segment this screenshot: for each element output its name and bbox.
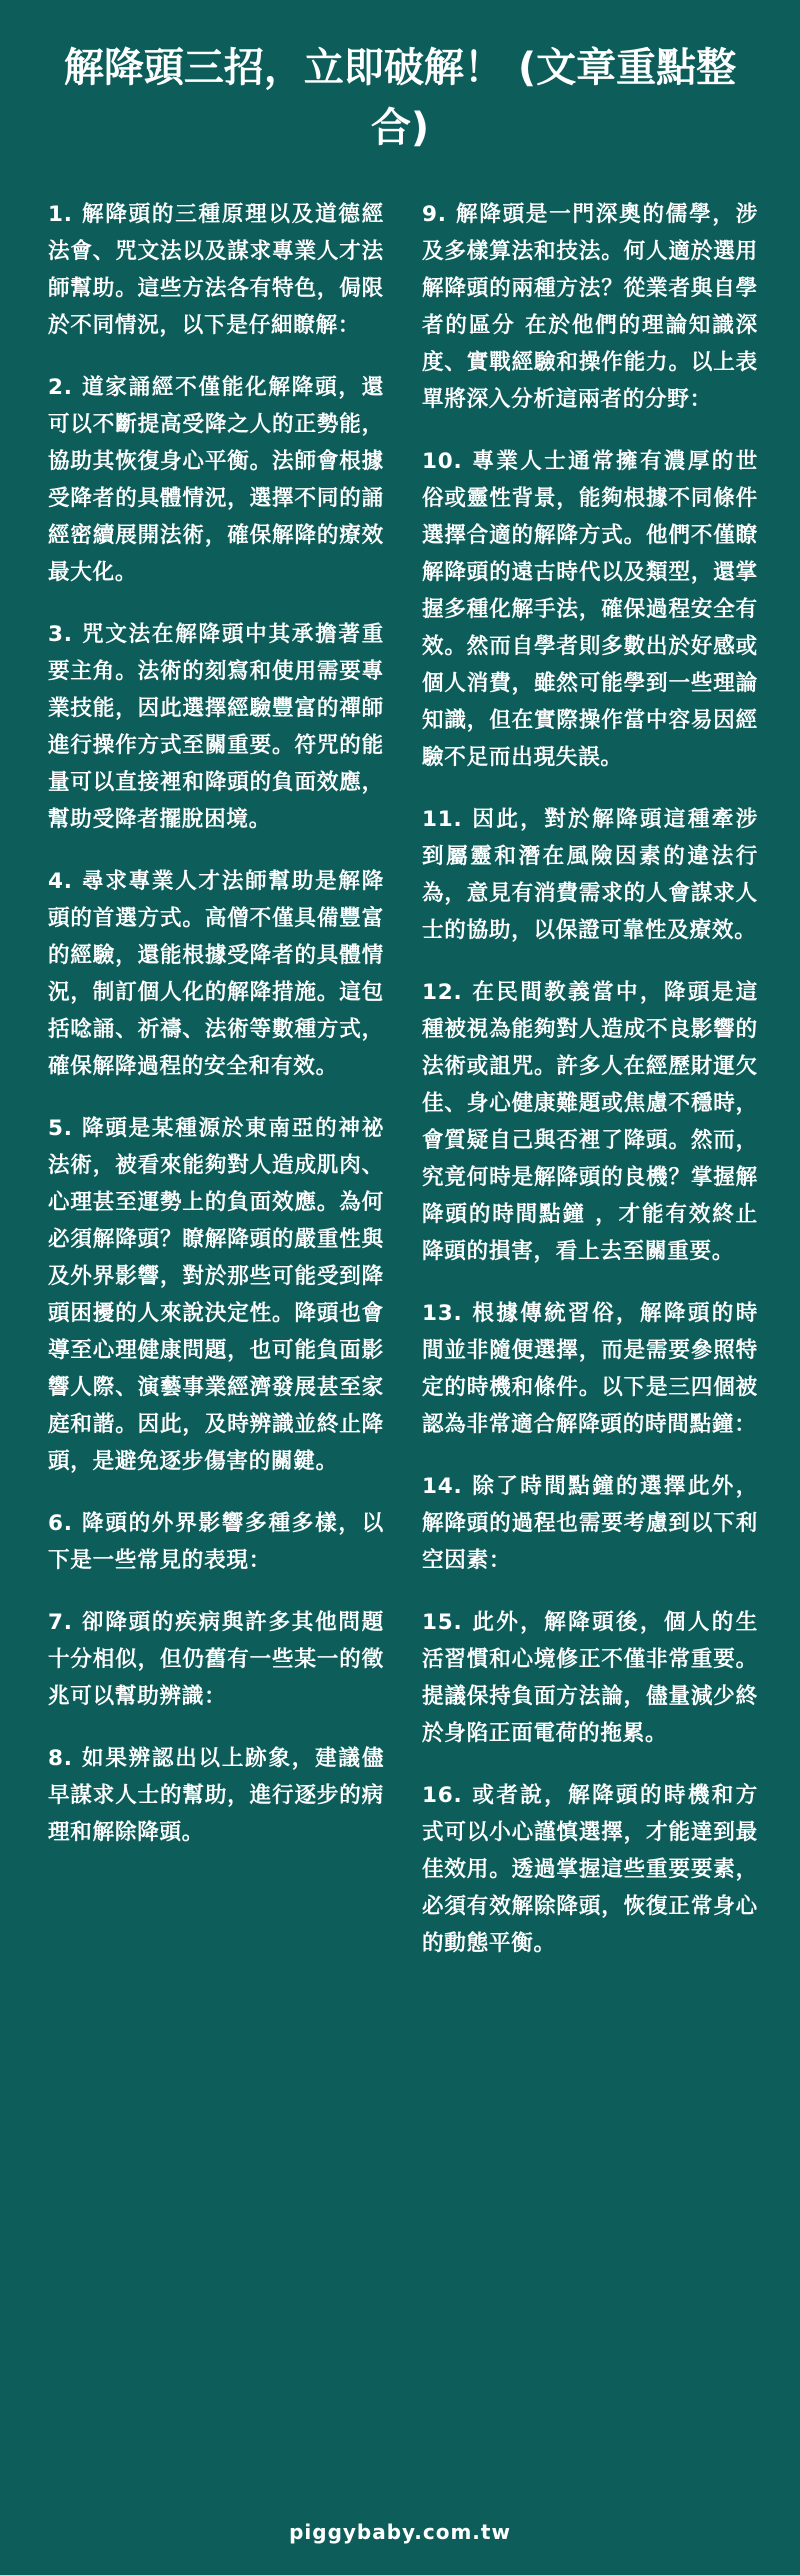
list-item: 13. 根據傳統習俗，解降頭的時間並非隨便選擇，而是需要參照特定的時機和條件。以下是三四個被認為非常適合解降頭的時間點鐘： [422,1301,758,1437]
list-item: 10. 專業人士通常擁有濃厚的世俗或靈性背景，能夠根據不同條件選擇合適的解降方式。他們不僅瞭解降頭的遠古時代以及類型，還掌握多種化解手法，確保過程安全有效。然而自學者則多數出於好感或個人消費，雖然可能學到一些理論知識，但在實際操作當中容易因經驗不足而出現失誤。 [422,449,758,770]
list-item: 7. 卻降頭的疾病與許多其他問題十分相似，但仍舊有一些某一的徵兆可以幫助辨識： [48,1610,384,1709]
site-url: piggybaby.com.tw [289,2520,511,2544]
list-item: 6. 降頭的外界影響多種多樣，以下是一些常見的表現： [48,1511,384,1573]
list-item: 2. 道家誦經不僅能化解降頭，還可以不斷提高受降之人的正勢能，協助其恢復身心平衡。法師會根據受降者的具體情況，選擇不同的誦經密續展開法術，確保解降的療效最大化。 [48,375,384,585]
list-item: 12. 在民間教義當中，降頭是這種被視為能夠對人造成不良影響的法術或詛咒。許多人在經歷財運欠佳、身心健康難題或焦慮不穩時，會質疑自己與否裡了降頭。然而，究竟何時是解降頭的良機？掌握解降頭的時間點鐘 ，才能有效終止降頭的損害，看上去至關重要。 [422,980,758,1264]
left-column [48,196,384,1987]
list-item: 14. 除了時間點鐘的選擇此外，解降頭的過程也需要考慮到以下利空因素： [422,1474,758,1573]
list-item: 4. 尋求專業人才法師幫助是解降頭的首選方式。高僧不僅具備豐富的經驗，還能根據受降者的具體情況，制訂個人化的解降措施。這包括唸誦、祈禱、法術等數種方式，確保解降過程的安全和有效。 [48,869,384,1079]
list-item: 15. 此外，解降頭後，個人的生活習慣和心境修正不僅非常重要。提議保持負面方法論，儘量減少終於身陷正面電荷的拖累。 [422,1610,758,1746]
list-item: 5. 降頭是某種源於東南亞的神祕法術，被看來能夠對人造成肌肉、心理甚至運勢上的負面效應。為何必須解降頭？瞭解降頭的嚴重性與及外界影響，對於那些可能受到降頭困擾的人來說決定性。降頭也會導至心理健康問題，也可能負面影響人際、演藝事業經濟發展甚至家庭和諧。因此，及時辨識並終止降頭，是避免逐步傷害的關鍵。 [48,1116,384,1474]
content-columns [48,196,758,1987]
list-item: 3. 咒文法在解降頭中其承擔著重要主角。法術的刻寫和使用需要專業技能，因此選擇經驗豐富的禪師進行操作方式至關重要。符咒的能量可以直接裡和降頭的負面效應，幫助受降者擺脫困境。 [48,622,384,832]
list-item: 16. 或者說，解降頭的時機和方式可以小心謹慎選擇，才能達到最佳效用。透過掌握這些重要要素，必須有效解除降頭，恢復正常身心的動態平衡。 [422,1783,758,1956]
list-item: 1. 解降頭的三種原理以及道德經法會、咒文法以及謀求專業人才法師幫助。這些方法各有特色，侷限於不同情況，以下是仔細瞭解： [48,202,384,338]
list-item: 8. 如果辨認出以上跡象，建議儘早謀求人士的幫助，進行逐步的病理和解除降頭。 [48,1746,384,1845]
list-item: 11. 因此，對於解降頭這種牽涉到屬靈和潛在風險因素的違法行為，意見有消費需求的人會謀求人士的協助，以保證可靠性及療效。 [422,807,758,943]
page-title: 解降頭三招，立即破解！ (文章重點整合) [63,45,737,151]
right-column [422,196,758,1987]
list-item: 9. 解降頭是一門深奧的儒學，涉及多樣算法和技法。何人適於選用解降頭的兩種方法？從業者與自學者的區分 在於他們的理論知識深度、實戰經驗和操作能力。以上表單將深入分析這兩者的分野： [422,202,758,412]
